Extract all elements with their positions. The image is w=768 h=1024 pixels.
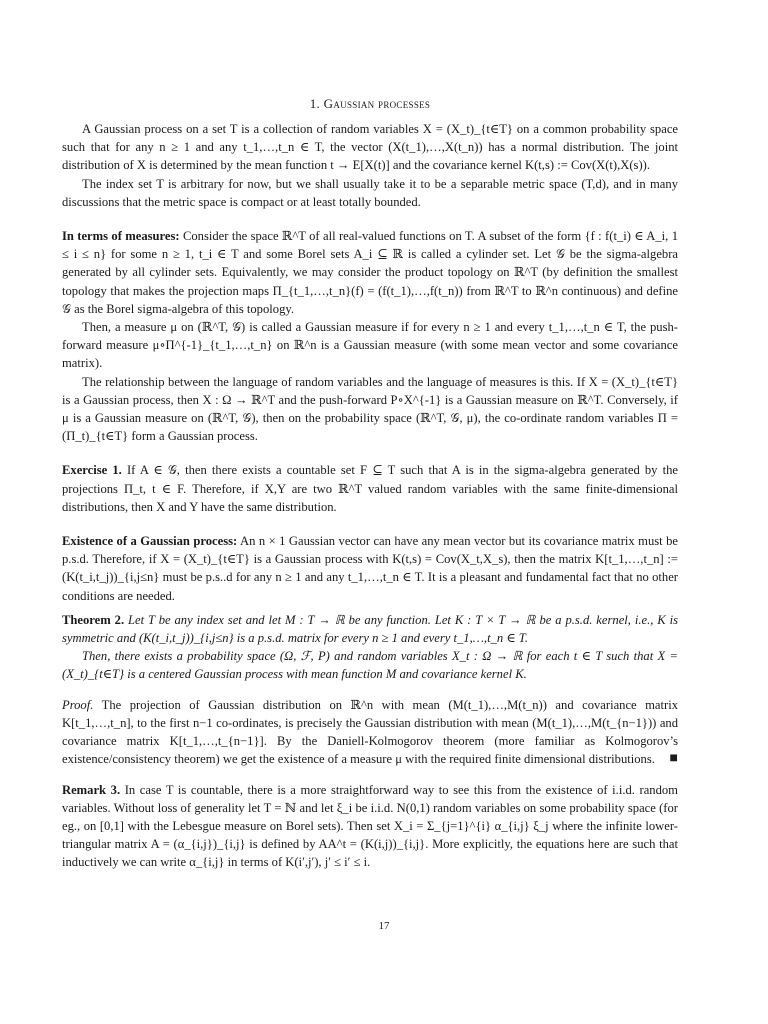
theorem-text-1: Let T be any index set and let M : T → ℝ be any function. Let K : T × T → ℝ be a p.s.d. kernel, i.e., K is symmetric and (K(t_i,t_j))_{i,j≤n} is a p.s.d. matrix for every n ≥ 1 and every t_1,…,t_n ∈ T.: [62, 612, 679, 646]
page-body: [62, 96, 678, 872]
intro-paragraph-2: The index set T is arbitrary for now, but we shall usually take it to be a separable metric space (T,d), and in many discussions that the metric space is compact or at least totally bounded.: [62, 176, 678, 209]
measures-paragraph-2: Then, a measure μ on (ℝ^T, 𝒢) is called a Gaussian measure if for every n ≥ 1 and every t_1,…,t_n ∈ T, the push-forward measure μ∘Π^{-1}_{t_1,…,t_n} on ℝ^n is a Gaussian measure (with some mean vector and some covariance matrix).: [62, 320, 678, 371]
section-number: 1.: [309, 96, 321, 111]
existence-paragraph: [62, 532, 678, 605]
measures-paragraph-1: [62, 227, 678, 318]
exercise-text: If A ∈ 𝒢, then there exists a countable set F ⊆ T such that A is in the sigma-algebra generated by the projections Π_t, t ∈ F. Therefore, if X,Y are two ℝ^T valued random variables with the same finite-dimensional distributions, then X and Y have the same distribution.: [62, 463, 679, 514]
proof-paragraph: [62, 696, 678, 769]
theorem-heading: Theorem 2.: [62, 612, 125, 627]
measures-heading: In terms of measures:: [62, 229, 180, 244]
existence-heading: Existence of a Gaussian process:: [62, 534, 238, 549]
remark-heading: Remark 3.: [62, 782, 121, 797]
proof-heading: Proof.: [62, 697, 94, 712]
exercise-paragraph: [62, 461, 678, 516]
theorem-paragraph-1: [62, 611, 678, 647]
theorem-paragraph-2: [62, 647, 678, 683]
remark-text: In case T is countable, there is a more straightforward way to see this from the existence of i.i.d. random variables. Without loss of generality let T = ℕ and let ξ_i be i.i.d. N(0,1) random variables on some probability space (for eg., on [0,1] with the Lebesgue measure on Borel sets). Then set X_i = Σ_{j=1}^{i} α_{i,j} ξ_j where the infinite lower-triangular matrix A = (α_{i,j})_{i,j} is defined by AA^t = (K(i,j))_{i,j}. More explicitly, the equations here are such that inductively we can write α_{i,j} in terms of K(i′,j′), j′ ≤ i′ ≤ i.: [62, 782, 678, 870]
measures-text-1: Consider the space ℝ^T of all real-valued functions on T. A subset of the form {f : f(t_i) ∈ A_i, 1 ≤ i ≤ n} for some n ≥ 1, t_i ∈ T and some Borel sets A_i ⊆ ℝ is called a cylinder set. Let 𝒢 be the sigma-algebra generated by all cylinder sets. Equivalently, we may consider the product topology on ℝ^T (by definition the smallest topology that makes the projection maps Π_{t_1,…,t_n}(f) = (f(t_1),…,f(t_n)) from ℝ^T to ℝ^n continuous) and define 𝒢 as the Borel sigma-algebra of this topology.: [62, 229, 678, 316]
page-number: 17: [378, 920, 390, 932]
qed-square-icon: ■: [669, 751, 678, 767]
theorem-text-2: Then, there exists a probability space (Ω, ℱ, P) and random variables X_t : Ω → ℝ for each t ∈ T such that X = (X_t)_{t∈T} is a centered Gaussian process with mean function M and covariance kernel K.: [62, 649, 678, 682]
exercise-heading: Exercise 1.: [62, 463, 122, 478]
section-title: [62, 96, 678, 112]
intro-paragraph-1: A Gaussian process on a set T is a collection of random variables X = (X_t)_{t∈T} on a common probability space such that for any n ≥ 1 and any t_1,…,t_n ∈ T, the vector (X(t_1),…,X(t_n)) has a normal distribution. The joint distribution of X is determined by the mean function t → E[X(t)] and the covariance kernel K(t,s) := Cov(X(t),X(s)).: [62, 122, 678, 173]
remark-paragraph: [62, 781, 678, 872]
existence-text: An n × 1 Gaussian vector can have any mean vector but its covariance matrix must be p.s.d. Therefore, if X = (X_t)_{t∈T} is a Gaussian process with K(t,s) = Cov(X_t,X_s), then the matrix K[t_1,…,t_n] := (K(t_i,t_j))_{i,j≤n} must be p.s..d for any n ≥ 1 and any t_1,…,t_n ∈ T. It is a pleasant and fundamental fact that no other conditions are needed.: [62, 534, 678, 603]
proof-text: The projection of Gaussian distribution on ℝ^n with mean (M(t_1),…,M(t_n)) and covariance matrix K[t_1,…,t_n], to the first n−1 co-ordinates, is precisely the Gaussian distribution with mean (M(t_1),…,M(t_{n−1})) and covariance matrix K[t_1,…,t_{n−1}]. By the Daniell-Kolmogorov theorem (more familiar as Kolmogorov’s existence/consistency theorem) we get the existence of a measure μ with the required finite dimensional distributions.: [62, 697, 678, 767]
section-title-text: Gaussian processes: [323, 96, 431, 111]
measures-paragraph-3: The relationship between the language of random variables and the language of measures is this. If X = (X_t)_{t∈T} is a Gaussian process, then X : Ω → ℝ^T and the push-forward P∘X^{-1} is a Gaussian measure on ℝ^T. Conversely, if μ is a Gaussian measure on (ℝ^T, 𝒢), then on the probability space (ℝ^T, 𝒢, μ), the co-ordinate random variables Π = (Π_t)_{t∈T} form a Gaussian process.: [62, 374, 678, 444]
